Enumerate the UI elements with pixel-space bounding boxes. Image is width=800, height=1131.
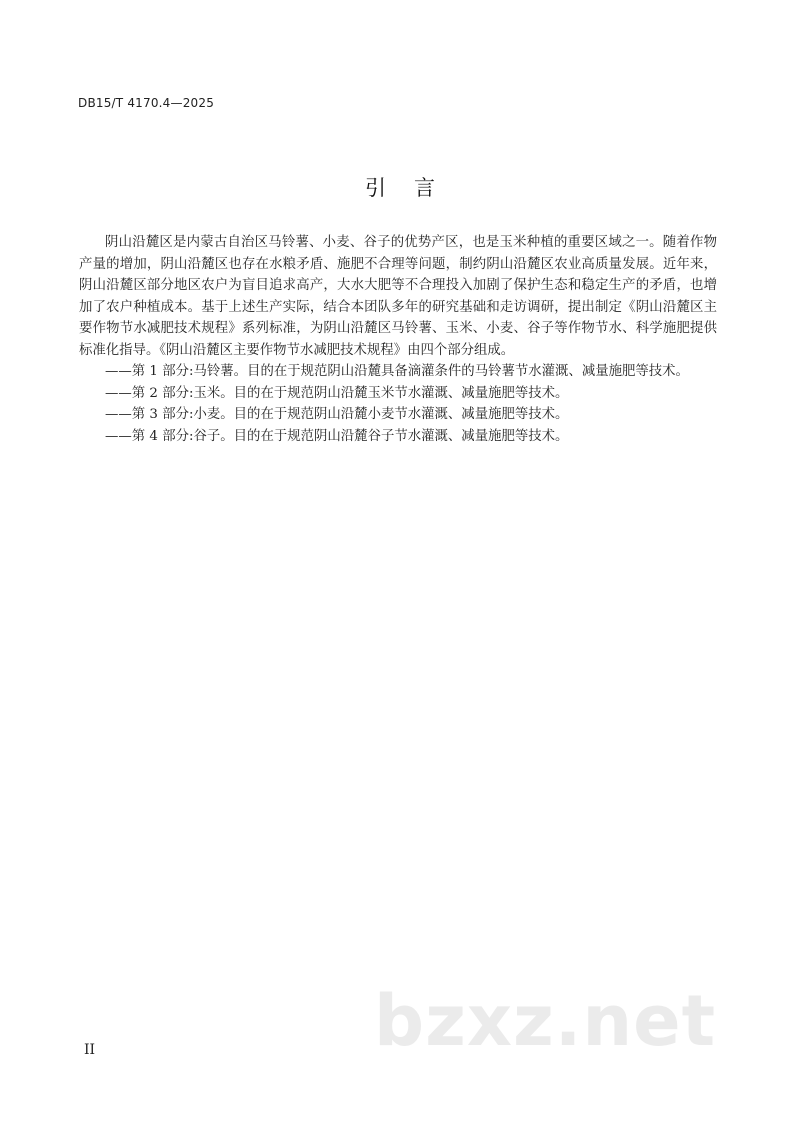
intro-paragraph: 阴山沿麓区是内蒙古自治区马铃薯、小麦、谷子的优势产区，也是玉米种植的重要区域之一。随着作物产量的增加，阴山沿麓区也存在水粮矛盾、施肥不合理等问题，制约阴山沿麓区农业高质量发展。近年来，阴山沿麓区部分地区农户为盲目追求高产，大水大肥等不合理投入加剧了保护生态和稳定生产的矛盾，也增加了农户种植成本。基于上述生产实际，结合本团队多年的研究基础和走访调研，提出制定《阴山沿麓区主要作物节水减肥技术规程》系列标准，为阴山沿麓区马铃薯、玉米、小麦、谷子等作物节水、科学施肥提供标准化指导。《阴山沿麓区主要作物节水减肥技术规程》由四个部分组成。: [79, 235, 717, 358]
document-body: [79, 232, 717, 447]
parts-list: [79, 361, 717, 447]
part-1-text: 第 1 部分:马铃薯。目的在于规范阴山沿麓具备滴灌条件的马铃薯节水灌溉、减量施肥等技术。: [131, 364, 689, 379]
list-item-part-1: [79, 361, 717, 383]
part-3-text: 第 3 部分:小麦。目的在于规范阴山沿麓小麦节水灌溉、减量施肥等技术。: [131, 407, 569, 422]
list-dash: ——: [105, 364, 132, 379]
list-dash: ——: [105, 385, 132, 401]
page-title: 引言: [365, 176, 463, 200]
list-item-part-4: [79, 426, 717, 448]
page-number: II: [84, 1042, 96, 1058]
list-item-part-3: [79, 404, 717, 426]
part-4-text: 第 4 部分:谷子。目的在于规范阴山沿麓谷子节水灌溉、减量施肥等技术。: [131, 428, 569, 444]
part-2-text: 第 2 部分:玉米。目的在于规范阴山沿麓玉米节水灌溉、减量施肥等技术。: [131, 385, 569, 401]
list-dash: ——: [105, 428, 132, 444]
list-item-part-2: [79, 383, 717, 405]
watermark: bzxz.net: [374, 980, 717, 1062]
document-code: DB15/T 4170.4—2025: [78, 96, 215, 110]
list-dash: ——: [105, 407, 132, 422]
